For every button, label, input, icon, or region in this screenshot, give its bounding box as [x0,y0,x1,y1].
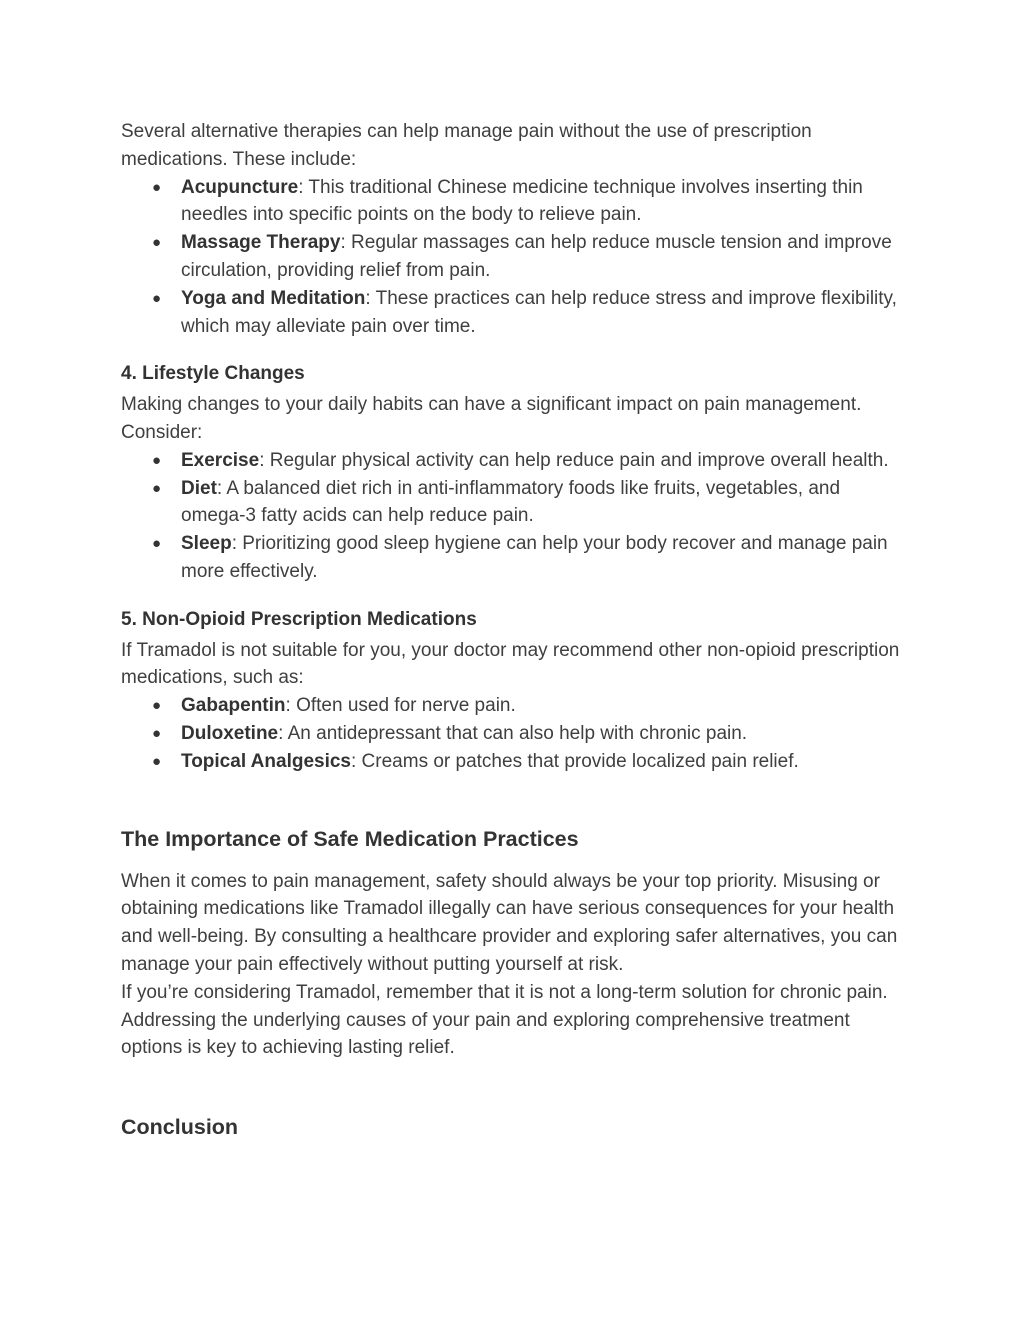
nonopioid-paragraph: If Tramadol is not suitable for you, your doctor may recommend other non-opioid prescription medications, such as: [121,639,900,689]
list-item-term: Diet [181,477,217,499]
list-item [121,530,908,586]
lifestyle-paragraph: Making changes to your daily habits can have a significant impact on pain management. Consider: [121,394,862,443]
nonopioid-list [121,692,908,775]
bullet-icon: ● [152,479,162,497]
alternative-therapies-list [121,174,908,341]
safe-practices-paragraph-1: When it comes to pain management, safety should always be your top priority. Misusing or obtaining medications like Tramadol illegally can have serious consequences for your health and well-being. By consulting a healthcare provider and exploring safer alternatives, you can manage your pain effectively without putting yourself at risk. [121,870,898,975]
list-item [121,174,908,230]
lifestyle-heading: 4. Lifestyle Changes [121,363,305,385]
bullet-icon: ● [152,535,162,553]
list-item-term: Acupuncture [181,176,299,198]
list-item-desc: : An antidepressant that can also help with chronic pain. [278,722,748,744]
list-item [121,285,908,341]
list-item-desc: : Prioritizing good sleep hygiene can help your body recover and manage pain more effectively. [181,533,888,582]
list-item-desc: : A balanced diet rich in anti-inflammatory foods like fruits, vegetables, and omega-3 fatty acids can help reduce pain. [181,477,841,527]
bullet-icon: ● [152,724,162,742]
bullet-icon: ● [152,289,162,307]
list-item-desc: : Creams or patches that provide localized pain relief. [351,750,799,772]
conclusion-title: Conclusion [121,1115,239,1140]
list-item-desc: : Often used for nerve pain. [285,695,516,717]
nonopioid-heading: 5. Non-Opioid Prescription Medications [121,608,477,630]
bullet-icon: ● [152,451,162,469]
lifestyle-list [121,447,908,586]
list-item-desc: : Regular massages can help reduce muscle tension and improve circulation, providing relief from pain. [181,232,892,281]
list-item-desc: : This traditional Chinese medicine technique involves inserting thin needles into specific points on the body to relieve pain. [181,176,863,226]
list-item [121,748,908,776]
list-item-term: Topical Analgesics [181,750,351,772]
bullet-icon: ● [152,752,162,770]
list-item [121,447,908,475]
list-item-term: Exercise [181,449,260,471]
list-item-term: Massage Therapy [181,232,341,254]
list-item-desc: : These practices can help reduce stress and improve flexibility, which may alleviate pain over time. [181,287,897,337]
list-item-desc: : Regular physical activity can help reduce pain and improve overall health. [259,449,889,471]
intro-paragraph: Several alternative therapies can help manage pain without the use of prescription medications. These include: [121,121,812,170]
bullet-icon: ● [152,697,162,715]
list-item [121,720,908,748]
safe-practices-title: The Importance of Safe Medication Practices [121,826,579,851]
safe-practices-paragraph-2: If you’re considering Tramadol, remember that it is not a long-term solution for chronic pain. Addressing the underlying causes of your pain and exploring comprehensive treatment options is key to achieving lasting relief. [121,981,888,1059]
list-item [121,692,908,720]
list-item-term: Gabapentin [181,695,286,717]
list-item [121,229,908,285]
list-item-term: Sleep [181,533,232,555]
list-item-term: Duloxetine [181,722,279,744]
list-item-term: Yoga and Meditation [181,287,366,309]
bullet-icon: ● [152,234,162,252]
list-item [121,475,908,531]
bullet-icon: ● [152,178,162,196]
